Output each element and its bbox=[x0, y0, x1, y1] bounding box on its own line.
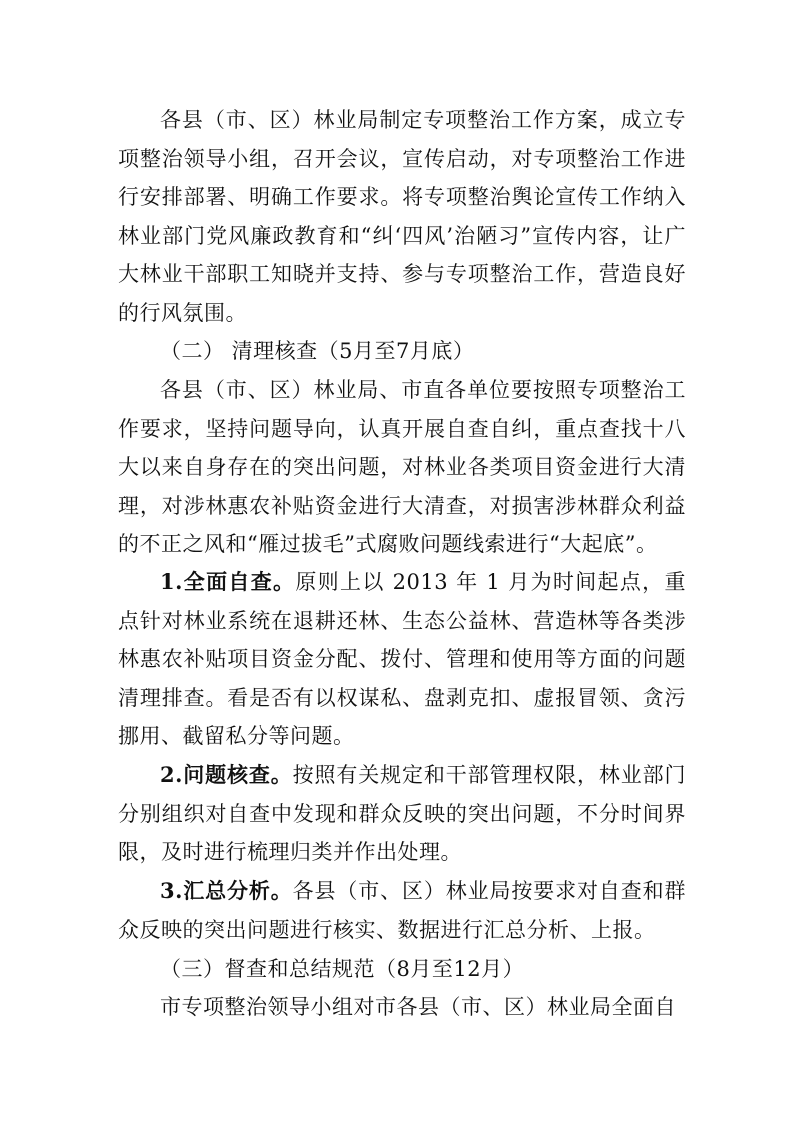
section-heading-inspection: （三）督查和总结规范（8月至12月） bbox=[160, 957, 525, 981]
list-item-self-check-body: 原则上以 2013 年 1 月为时间起点，重点针对林业系统在退耕还林、生态公益林、营造林等各类涉林惠农补贴项目资金分配、拨付、管理和使用等方面的问题清理排查。看是否有以权谋私、盘剥克扣、虚报冒领、贪污挪用、截留私分等问题。 bbox=[118, 570, 686, 748]
section-heading-cleanup: （二） 清理核查（5月至7月底） bbox=[160, 339, 475, 363]
paragraph-intro: 各县（市、区）林业局制定专项整治工作方案，成立专项整治领导小组，召开会议，宣传启动，对专项整治工作进行安排部署、明确工作要求。将专项整治舆论宣传工作纳入林业部门党风廉政教育和“纠‘四风’治陋习”宣传内容，让广大林业干部职工知晓并支持、参与专项整治工作，营造良好的行风氛围。 bbox=[118, 108, 686, 325]
list-item-summary-lead: 3.汇总分析。 bbox=[160, 878, 293, 903]
list-item-summary bbox=[118, 872, 686, 949]
list-item-verification-body: 按照有关规定和干部管理权限，林业部门分别组织对自查中发现和群众反映的突出问题，不分时间界限，及时进行梳理归类并作出处理。 bbox=[118, 763, 686, 864]
list-item-summary-body: 各县（市、区）林业局按要求对自查和群众反映的突出问题进行核实、数据进行汇总分析、上报。 bbox=[118, 879, 686, 942]
list-item-verification bbox=[118, 756, 686, 872]
paragraph-inspection: 市专项整治领导小组对市各县（市、区）林业局全面自 bbox=[160, 995, 676, 1019]
list-item-self-check bbox=[118, 563, 686, 756]
list-item-self-check-lead: 1.全面自查。 bbox=[160, 569, 296, 594]
list-item-verification-lead: 2.问题核查。 bbox=[160, 762, 293, 787]
paragraph-cleanup: 各县（市、区）林业局、市直各单位要按照专项整治工作要求，坚持问题导向，认真开展自查自纠，重点查找十八大以来自身存在的突出问题，对林业各类项目资金进行大清理，对涉林惠农补贴资金进行大清查，对损害涉林群众利益的不正之风和“雁过拔毛”式腐败问题线索进行“大起底”。 bbox=[118, 378, 686, 556]
